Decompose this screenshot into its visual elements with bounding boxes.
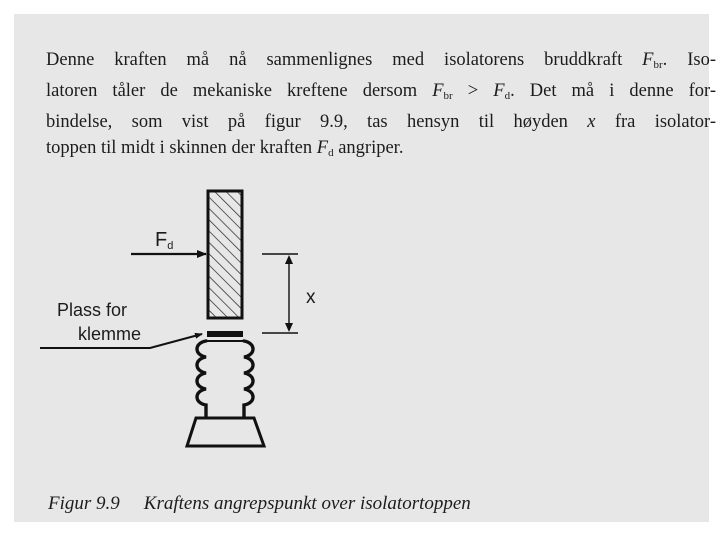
- scanned-page: [14, 14, 716, 522]
- dimension-arrowhead-up: [285, 255, 293, 264]
- clamp-label-line2: klemme: [78, 324, 142, 344]
- busbar-rail: [208, 191, 242, 318]
- clamp-label-line1: Plass for: [57, 300, 128, 320]
- dimension-arrowhead-down: [285, 323, 293, 332]
- paragraph-line: Denne kraften må nå sammenlignes med isolatorens bruddkraft $F_{br}$. Iso-: [46, 50, 716, 71]
- figure-caption: [48, 493, 471, 515]
- force-label: Fd: [155, 229, 174, 252]
- caption-number: Figur 9.9: [48, 493, 120, 514]
- caption-text: Kraftens angrepspunkt over isolatortoppen: [143, 493, 471, 514]
- insulator-figure: [14, 14, 709, 522]
- paragraph-line: bindelse, som vist på figur 9.9, tas hensyn til høyden x fra isolator-: [46, 112, 716, 132]
- dimension-label: x: [306, 287, 316, 308]
- insulator-base: [187, 418, 264, 446]
- clamp: [207, 331, 243, 337]
- paragraph-line: toppen til midt i skinnen der kraften $F_d$ angriper.: [46, 138, 404, 159]
- paragraph-line: latoren tåler de mekaniske kreftene dersom $F_{br} > F_d$. Det må i denne for-: [46, 81, 716, 102]
- insulator-body: [197, 341, 253, 418]
